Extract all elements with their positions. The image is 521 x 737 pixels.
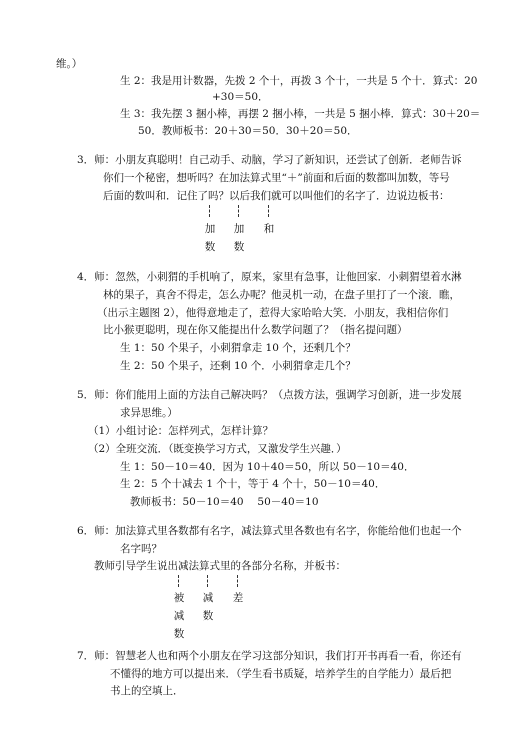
label-subtrahend: 减 数 xyxy=(202,592,214,622)
text-line: 5．师：你们能用上面的方法自己解决吗？（点拨方法，强调学习创新，进一步发展 xyxy=(77,389,462,401)
connector-line xyxy=(237,575,239,587)
text-line: 4．师：忽然，小刺猬的手机响了，原来，家里有急事，让他回家．小刺猬望着水淋 xyxy=(77,271,462,283)
connector-line xyxy=(207,575,209,587)
text-line: 名字吗？ xyxy=(120,543,162,555)
text-line: 维。） xyxy=(56,58,83,70)
text-line: 生 2：5 个十减去 1 个十，等于 4 个十，50－10＝40． xyxy=(120,478,386,490)
text-line: 3．师：小朋友真聪明！自己动手、动脑，学习了新知识，还尝试了创新．老师告诉 xyxy=(77,154,462,166)
connector-line xyxy=(209,205,211,217)
text-line: 生 1：50 个果子，小刺猬拿走 10 个，还剩几个？ xyxy=(120,342,356,354)
text-line: 求异思维。） xyxy=(120,407,178,419)
connector-line xyxy=(268,205,270,217)
text-line: 后面的数叫和．记住了吗？以后我们就可以叫他们的名字了．边说边板书： xyxy=(103,190,450,202)
connector-line xyxy=(238,205,240,217)
text-line: （1）小组讨论：怎样列式，怎样计算？ xyxy=(88,425,274,437)
text-line: 生 2：50 个果子，还剩 10 个．小刺猬拿走几个？ xyxy=(120,360,356,372)
text-line: 你们一个秘密，想听吗？在加法算式里“＋”前面和后面的数都叫加数，等号 xyxy=(103,172,450,184)
text-line: （2）全班交流．（既变换学习方式，又激发学生兴趣．） xyxy=(88,443,347,455)
text-line: 6．师：加法算式里各数都有名字，减法算式里各数也有名字，你能给他们也起一个 xyxy=(77,525,462,537)
label-difference: 差 xyxy=(232,592,244,604)
text-line: +30＝50． xyxy=(212,91,269,103)
text-line: 教师板书：50－10＝40 50－40＝10 xyxy=(130,496,319,508)
text-line: 比小猴更聪明，现在你又能提出什么数学问题了？（指名提问题） xyxy=(103,324,408,336)
label-addend-2: 加 数 xyxy=(233,223,245,253)
text-line: 书上的空填上． xyxy=(110,685,184,697)
text-line: 不懂得的地方可以提出来．（学生看书质疑，培养学生的自学能力）最后把 xyxy=(110,668,452,680)
label-addend-1: 加 数 xyxy=(204,223,216,253)
text-line: 教师引导学生说出减法算式里的各部分名称，并板书： xyxy=(94,560,346,572)
label-minuend: 被 减 数 xyxy=(173,592,185,640)
connector-line xyxy=(178,575,180,587)
text-line: 林的果子，真舍不得走，怎么办呢？他灵机一动，在盘子里打了一个滚．瞧， xyxy=(103,289,460,301)
text-line: 50．教师板书：20＋30＝50．30＋20＝50． xyxy=(138,125,358,137)
text-line: 生 1：50－10＝40．因为 10＋40＝50，所以 50－10＝40． xyxy=(120,461,415,473)
text-line: 生 2：我是用计数器，先拨 2 个十，再拨 3 个十，一共是 5 个十．算式：20 xyxy=(120,75,478,87)
text-line: 7．师：智慧老人也和两个小朋友在学习这部分知识，我们打开书再看一看，你还有 xyxy=(77,650,462,662)
label-sum: 和 xyxy=(263,223,275,235)
text-line: （出示主题图 2），他得意地走了，惹得大家哈哈大笑．小朋友，我相信你们 xyxy=(97,307,449,319)
text-line: 生 3：我先摆 3 捆小棒，再摆 2 捆小棒，一共是 5 捆小棒．算式：30＋20＝ xyxy=(120,108,481,120)
